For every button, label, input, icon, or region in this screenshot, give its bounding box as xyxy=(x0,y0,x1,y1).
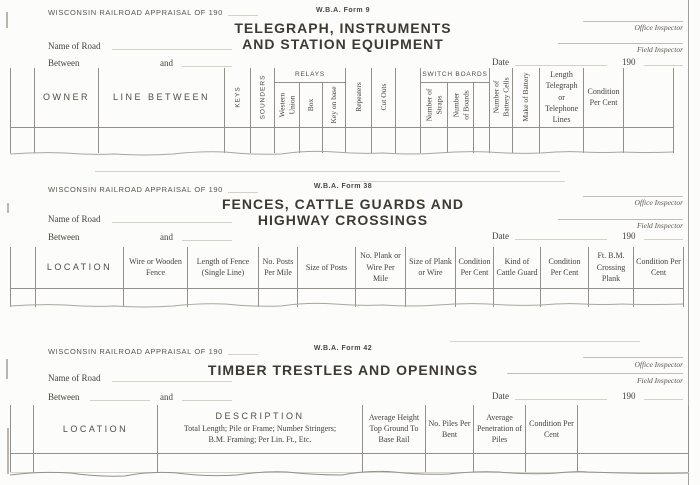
fences-crossings-table xyxy=(10,247,684,307)
blank-line xyxy=(182,400,232,401)
col-average-penetration-header: Average Penetration of Piles xyxy=(474,405,526,453)
col-sounders-header: SOUNDERS xyxy=(251,68,275,127)
blank-line xyxy=(228,192,258,193)
col-number-of-boards-header: Number of Boards xyxy=(448,82,474,127)
blank-column-header xyxy=(11,405,34,453)
form-number: W.B.A. Form 9 xyxy=(316,7,370,14)
signature-line xyxy=(583,21,683,22)
blank-line xyxy=(112,49,232,50)
col-make-of-battery-header: Make of Battery xyxy=(513,68,540,127)
col-owner-header: OWNER xyxy=(35,68,99,127)
office-inspector-label: Office Inspector xyxy=(634,198,683,207)
col-line-between-header: LINE BETWEEN xyxy=(99,68,225,127)
and-label: and xyxy=(160,392,173,402)
blank-line xyxy=(90,400,150,401)
col-size-of-posts-header: Size of Posts xyxy=(298,247,356,288)
field-inspector-label: Field Inspector xyxy=(636,221,683,230)
col-battery-cells-header: Number of Battery Cells xyxy=(490,68,513,127)
and-label: and xyxy=(160,232,173,242)
blank-column-header xyxy=(578,405,689,453)
name-of-road-label: Name of Road xyxy=(48,41,101,51)
blank-line xyxy=(644,239,683,240)
blank-line xyxy=(112,222,232,223)
col-western-union-header: Western Union xyxy=(275,82,300,127)
blank-line xyxy=(182,240,232,241)
table-header-row xyxy=(11,405,689,453)
field-inspector-label: Field Inspector xyxy=(636,376,683,385)
blank-line xyxy=(515,239,607,240)
blank-line xyxy=(515,399,607,400)
signature-line xyxy=(558,43,683,44)
field-inspector-label: Field Inspector xyxy=(636,45,683,54)
torn-edge xyxy=(10,150,673,160)
col-size-of-plank-header: Size of Plank or Wire xyxy=(406,247,456,288)
col-location-header: LOCATION xyxy=(34,405,158,453)
form-title-line-1: TIMBER TRESTLES AND OPENINGS xyxy=(207,362,479,378)
blank-line xyxy=(228,15,258,16)
blank-line xyxy=(644,65,683,66)
scan-shadow-line xyxy=(350,181,565,182)
col-condition-header: Condition Per Cent xyxy=(456,247,494,288)
col-average-height-header: Average Height Top Ground To Base Rail xyxy=(363,405,426,453)
form-title-line-2: HIGHWAY CROSSINGS xyxy=(257,212,429,228)
col-key-on-base-header: Key on base xyxy=(323,82,346,127)
signature-line xyxy=(507,373,683,374)
col-condition-header: Condition Per Cent xyxy=(634,247,684,288)
scan-shadow-line xyxy=(450,341,640,342)
date-label: Date xyxy=(492,57,509,67)
switch-boards-group-header: SWITCH BOARDS xyxy=(421,68,490,82)
blank-column-header xyxy=(11,68,35,127)
between-label: Between xyxy=(48,58,80,68)
signature-line xyxy=(583,357,683,358)
col-location-header: LOCATION xyxy=(36,247,124,288)
blank-line xyxy=(112,381,232,382)
relays-group-header: RELAYS xyxy=(275,68,346,82)
form-number: W.B.A. Form 38 xyxy=(313,183,373,190)
date-label: Date xyxy=(492,391,509,401)
blank-line xyxy=(515,65,607,66)
timber-trestles-table xyxy=(10,405,689,473)
and-label: and xyxy=(160,58,173,68)
col-plank-per-mile-header: No. Plank or Wire Per Mile xyxy=(356,247,406,288)
col-cut-outs-header: Cut Outs xyxy=(372,68,396,127)
col-wire-wooden-fence-header: Wire or Wooden Fence xyxy=(124,247,188,288)
col-condition-header: Condition Per Cent xyxy=(526,405,578,453)
torn-edge xyxy=(10,302,683,312)
telegraph-equipment-table xyxy=(10,68,674,153)
signature-line xyxy=(583,196,683,197)
appraisal-label: WISCONSIN RAILROAD APPRAISAL OF 190 xyxy=(48,347,223,356)
col-condition-header: Condition Per Cent xyxy=(541,247,589,288)
blank-line xyxy=(228,354,258,355)
description-detail-line-1: Total Length; Pile or Frame; Number Stringers; xyxy=(183,424,337,434)
form-number: W.B.A. Form 42 xyxy=(313,345,373,352)
form-38-section xyxy=(0,172,700,334)
blank-column-header xyxy=(624,68,674,127)
blank-line xyxy=(644,399,683,400)
col-box-header: Box xyxy=(300,82,323,127)
table-header-row xyxy=(11,247,684,288)
signature-line xyxy=(558,219,683,220)
office-inspector-label: Office Inspector xyxy=(634,360,683,369)
col-length-of-fence-header: Length of Fence (Single Line) xyxy=(188,247,259,288)
appraisal-label: WISCONSIN RAILROAD APPRAISAL OF 190 xyxy=(48,185,223,194)
year-label: 190 xyxy=(622,391,636,401)
description-detail-line-2: B.M. Framing; Per Lin. Ft., Etc. xyxy=(208,435,312,445)
date-label: Date xyxy=(492,231,509,241)
appraisal-label: WISCONSIN RAILROAD APPRAISAL OF 190 xyxy=(48,8,223,17)
blank-line xyxy=(182,66,232,67)
form-9-section xyxy=(0,0,700,172)
col-description-header: DESCRIPTION Total Length; Pile or Frame; Number Stringers; B.M. Framing; Per Lin. Ft., Etc. xyxy=(158,405,363,453)
form-title-line-1: FENCES, CATTLE GUARDS AND xyxy=(222,196,464,212)
name-of-road-label: Name of Road xyxy=(48,214,101,224)
col-cattle-guard-header: Kind of Cattle Guard xyxy=(494,247,541,288)
col-number-of-straps-header: Number of Straps xyxy=(421,82,448,127)
year-label: 190 xyxy=(622,57,636,67)
col-length-lines-header: Length Telegraph or Telephone Lines xyxy=(540,68,584,127)
year-label: 190 xyxy=(622,231,636,241)
form-title-line-2: AND STATION EQUIPMENT xyxy=(242,36,444,52)
between-label: Between xyxy=(48,392,80,402)
col-piles-per-bent-header: No. Piles Per Bent xyxy=(426,405,474,453)
col-keys-header: KEYS xyxy=(225,68,251,127)
form-title-line-1: TELEGRAPH, INSTRUMENTS xyxy=(234,20,452,36)
col-repeaters-header: Repeaters xyxy=(346,68,372,127)
table-header-row xyxy=(11,68,674,82)
blank-column-header xyxy=(11,247,36,288)
between-label: Between xyxy=(48,232,80,242)
name-of-road-label: Name of Road xyxy=(48,373,101,383)
col-posts-per-mile-header: No. Posts Per Mile xyxy=(259,247,298,288)
form-42-section xyxy=(0,334,700,485)
blank-subcolumn-header xyxy=(474,82,490,127)
office-inspector-label: Office Inspector xyxy=(634,23,683,32)
col-bm-crossing-plank-header: Ft. B.M. Crossing Plank xyxy=(589,247,634,288)
col-condition-header: Condition Per Cent xyxy=(584,68,624,127)
blank-column-header xyxy=(396,68,421,127)
torn-edge xyxy=(10,470,688,482)
